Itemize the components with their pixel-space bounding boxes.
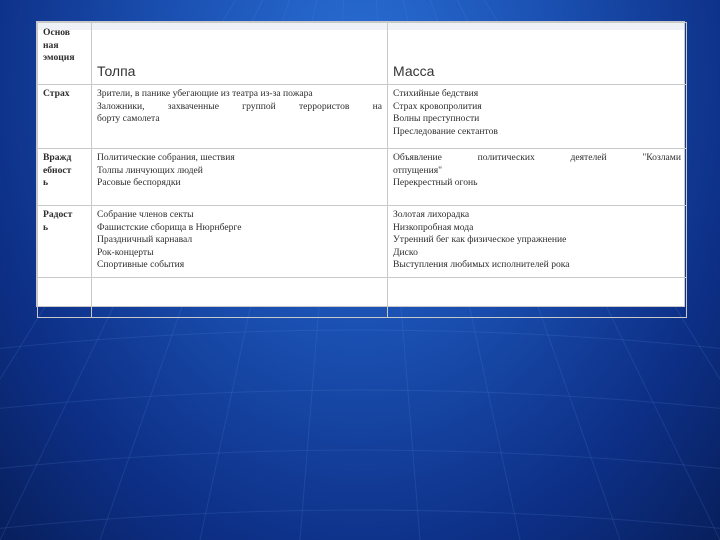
empty-cell bbox=[92, 278, 388, 318]
cell-line: Перекрестный огонь bbox=[393, 177, 478, 189]
emotion-cell bbox=[38, 85, 92, 149]
header-basis-line: ная bbox=[43, 39, 59, 51]
cell-line: Стихийные бедствия bbox=[393, 88, 479, 99]
table-panel bbox=[36, 21, 685, 307]
cell-line: Утренний бег как физическое упражнение bbox=[393, 234, 567, 246]
cell-line: Толпы линчующих людей bbox=[97, 164, 203, 176]
cell-line: Заложники, захваченные группой террористов на bbox=[97, 100, 382, 112]
header-basis-line: эмоция bbox=[43, 52, 75, 64]
mass-cell bbox=[388, 149, 687, 206]
header-basis-line: Основ bbox=[43, 27, 70, 38]
emotion-table bbox=[37, 22, 687, 318]
crowd-cell bbox=[92, 206, 388, 278]
table-row bbox=[38, 149, 687, 206]
emotion-cell bbox=[38, 149, 92, 206]
cell-line: Страх кровопролития bbox=[393, 100, 482, 112]
cell-line: Рок-концерты bbox=[97, 246, 154, 258]
table-row bbox=[38, 85, 687, 149]
crowd-cell bbox=[92, 85, 388, 149]
emotion-label: ебност bbox=[43, 164, 72, 176]
emotion-cell bbox=[38, 206, 92, 278]
table-row-empty bbox=[38, 278, 687, 318]
mass-cell bbox=[388, 206, 687, 278]
cell-line: отпущения" bbox=[393, 164, 443, 176]
cell-line: Праздничный карнавал bbox=[97, 234, 193, 246]
empty-cell bbox=[388, 278, 687, 318]
cell-line: Расовые беспорядки bbox=[97, 177, 181, 189]
cell-line: Золотая лихорадка bbox=[393, 209, 470, 220]
emotion-label: Страх bbox=[43, 88, 70, 99]
emotion-label: Радост bbox=[43, 209, 73, 220]
cell-line: борту самолета bbox=[97, 113, 160, 125]
crowd-cell bbox=[92, 149, 388, 206]
cell-line: Политические собрания, шествия bbox=[97, 152, 235, 163]
cell-line: Зрители, в панике убегающие из театра из-за пожара bbox=[97, 88, 313, 99]
header-row bbox=[38, 23, 687, 85]
empty-cell bbox=[38, 278, 92, 318]
header-basis-cell bbox=[38, 23, 92, 85]
header-crowd: Толпа bbox=[92, 23, 388, 85]
cell-line: Объявление политических деятелей "Козлами bbox=[393, 152, 681, 163]
cell-line: Спортивные события bbox=[97, 259, 185, 271]
cell-line: Диско bbox=[393, 246, 418, 258]
header-mass: Масса bbox=[388, 23, 687, 85]
emotion-label: Вражд bbox=[43, 152, 72, 163]
cell-line: Низкопробная мода bbox=[393, 221, 474, 233]
table-row bbox=[38, 206, 687, 278]
cell-line: Собрание членов секты bbox=[97, 209, 194, 220]
cell-line: Волны преступности bbox=[393, 113, 480, 125]
cell-line: Преследование сектантов bbox=[393, 125, 498, 137]
emotion-label: ь bbox=[43, 177, 49, 189]
mass-cell bbox=[388, 85, 687, 149]
emotion-label: ь bbox=[43, 221, 49, 233]
cell-line: Фашистские сборища в Нюрнберге bbox=[97, 221, 242, 233]
cell-line: Выступления любимых исполнителей рока bbox=[393, 259, 570, 271]
